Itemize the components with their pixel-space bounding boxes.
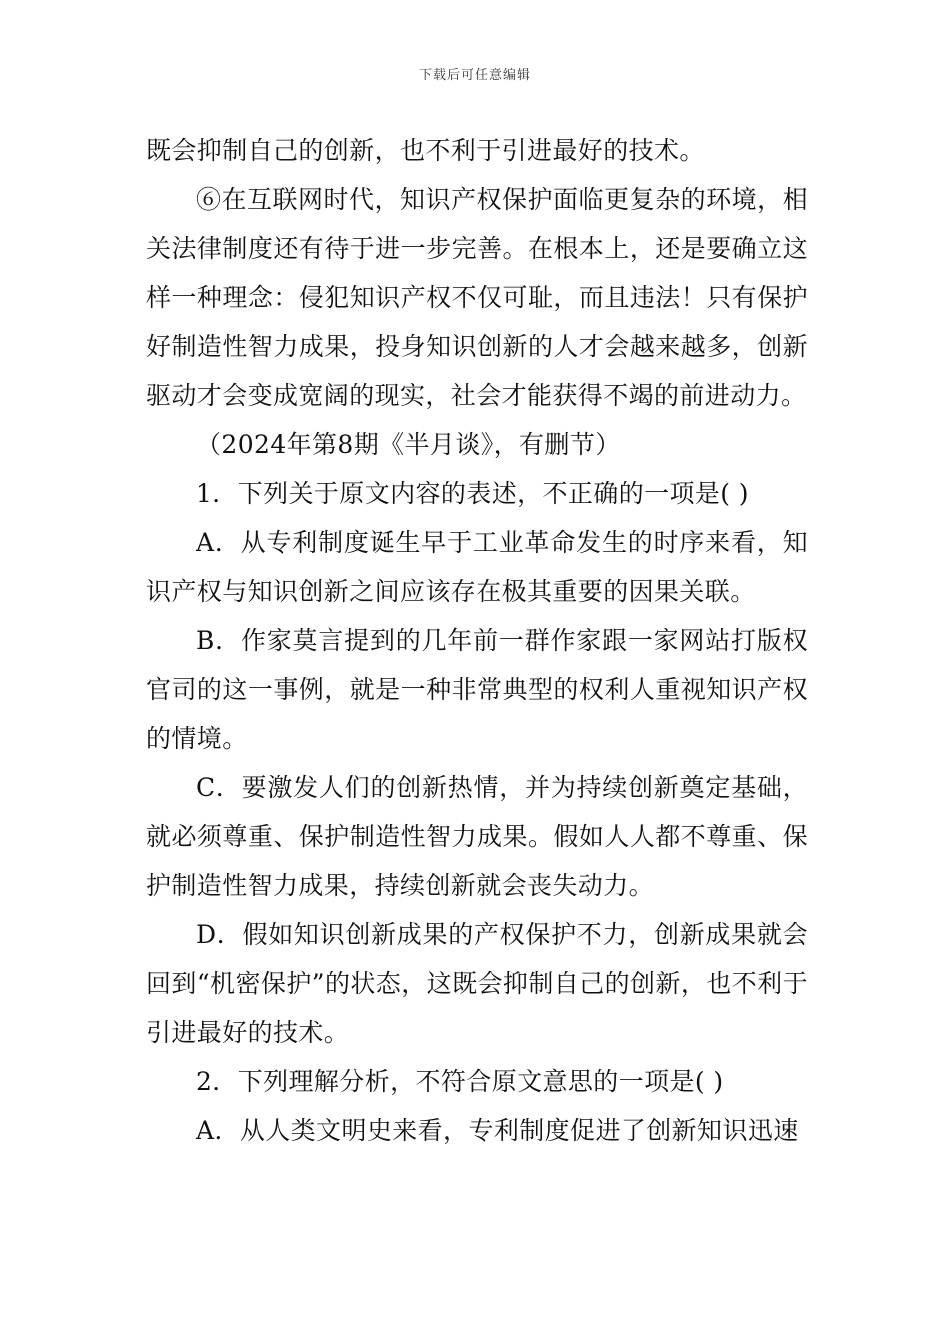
question-1-option-c: C．要激发人们的创新热情，并为持续创新奠定基础，就必须尊重、保护制造性智力成果。假如人人都不尊重、保护制造性智力成果，持续创新就会丧失动力。	[146, 773, 808, 900]
question-2: 2．下列理解分析，不符合原文意思的一项是( )	[196, 1067, 724, 1096]
question-1-option-d: D．假如知识创新成果的产权保护不力，创新成果就会回到“机密保护”的状态，这既会抑制自己的创新，也不利于引进最好的技术。	[146, 920, 808, 1047]
page-header-note: 下载后可任意编辑	[418, 68, 531, 83]
document-body	[146, 126, 808, 1155]
source-citation: （2024年第8期《半月谈》，有删节）	[196, 430, 621, 459]
question-1: 1．下列关于原文内容的表述，不正确的一项是( )	[196, 479, 749, 508]
question-1-option-a: A．从专利制度诞生早于工业革命发生的时序来看，知识产权与知识创新之间应该存在极其重要的因果关联。	[146, 528, 808, 606]
paragraph-continuation: 既会抑制自己的创新，也不利于引进最好的技术。	[146, 136, 705, 165]
question-2-option-a: A．从人类文明史来看，专利制度促进了创新知识迅速	[196, 1116, 799, 1145]
paragraph-6: ⑥在互联网时代，知识产权保护面临更复杂的环境，相关法律制度还有待于进一步完善。在根本上，还是要确立这样一种理念：侵犯知识产权不仅可耻，而且违法！只有保护好制造性智力成果，投身知识创新的人才会越来越多，创新驱动才会变成宽阔的现实，社会才能获得不竭的前进动力。	[146, 185, 808, 410]
question-1-option-b: B．作家莫言提到的几年前一群作家跟一家网站打版权官司的这一事例，就是一种非常典型的权利人重视知识产权的情境。	[146, 626, 808, 753]
